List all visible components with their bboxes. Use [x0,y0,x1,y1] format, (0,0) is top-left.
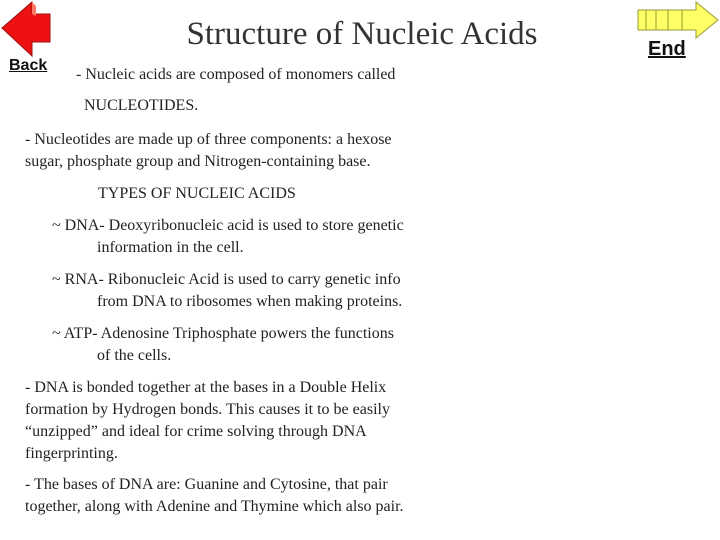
text-line: fingerprinting. [25,445,118,462]
text-line: sugar, phosphate group and Nitrogen-containing base. [25,153,371,170]
text-line: from DNA to ribosomes when making proteins. [97,293,403,310]
text-line: NUCLEOTIDES. [84,97,199,114]
text-line: “unzipped” and ideal for crime solving through DNA [25,423,367,440]
text-line: - The bases of DNA are: Guanine and Cytosine, that pair [25,476,388,493]
text-line: information in the cell. [97,239,244,256]
text-line: together, along with Adenine and Thymine which also pair. [25,498,404,515]
section-heading: TYPES OF NUCLEIC ACIDS [98,185,296,202]
page-title: Structure of Nucleic Acids [186,16,538,52]
text-line: ~ ATP- Adenosine Triphosphate powers the functions [52,325,394,342]
text-line: - Nucleotides are made up of three components: a hexose [25,131,392,148]
back-label: Back [9,57,48,74]
text-line: - Nucleic acids are composed of monomers called [76,66,396,83]
text-line: - DNA is bonded together at the bases in a Double Helix [25,379,387,396]
text-line: formation by Hydrogen bonds. This causes it to be easily [25,401,390,418]
end-label: End [648,38,686,60]
text-line: of the cells. [97,347,172,364]
text-line: ~ RNA- Ribonucleic Acid is used to carry genetic info [52,271,401,288]
text-line: ~ DNA- Deoxyribonucleic acid is used to store genetic [52,217,404,234]
